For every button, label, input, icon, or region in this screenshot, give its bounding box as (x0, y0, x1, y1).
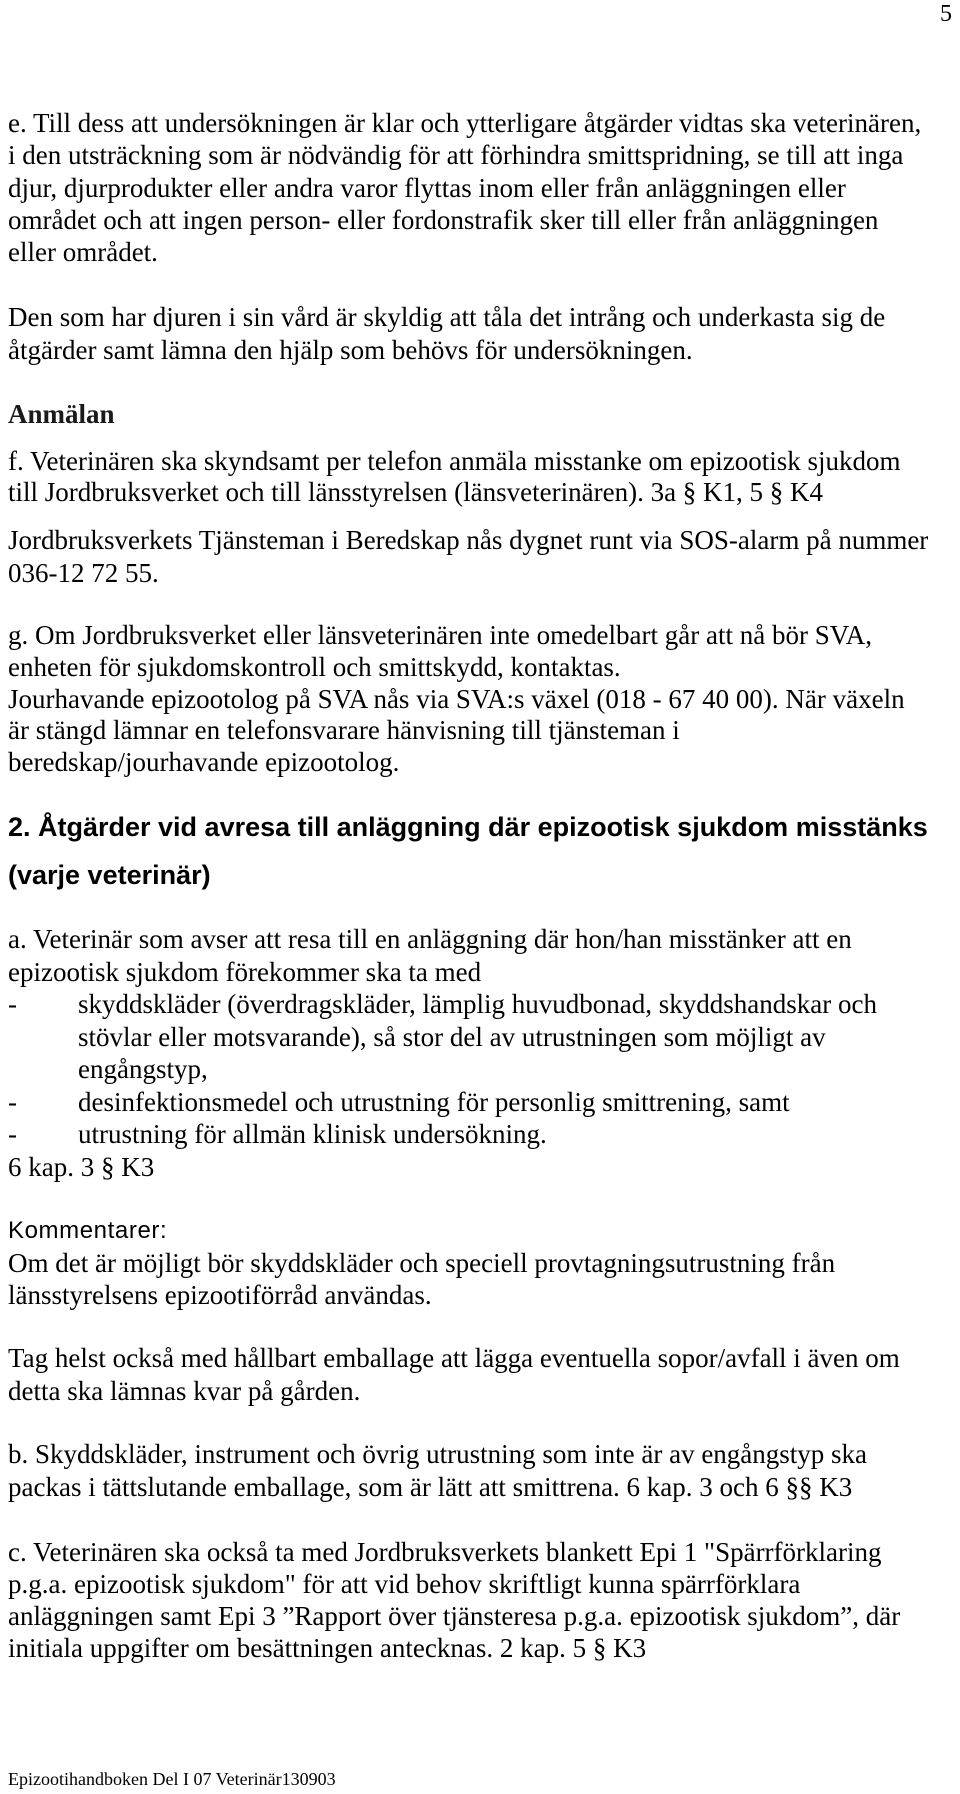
paragraph-g (8, 620, 956, 779)
list-dash: - (8, 1119, 17, 1149)
comments-section (8, 1215, 956, 1311)
paragraph-line: epizootisk sjukdom förekommer ska ta med (8, 956, 482, 987)
paragraph-line: är stängd lämnar en telefonsvarare hänvisning till tjänsteman i (8, 715, 680, 746)
paragraph-line: b. Skyddskläder, instrument och övrig utrustning som inte är av engångstyp ska (8, 1439, 868, 1469)
paragraph-line: e. Till dess att undersökningen är klar och ytterligare åtgärder vidtas ska veterinären, (8, 108, 922, 138)
paragraph-line: Jordbruksverkets Tjänsteman i Beredskap nås dygnet runt via SOS-alarm på nummer (8, 525, 929, 555)
paragraph-on-call-contact (8, 524, 956, 590)
paragraph-f (8, 446, 956, 508)
paragraph-line: eller området. (8, 237, 158, 268)
paragraph-line: c. Veterinären ska också ta med Jordbruksverkets blankett Epi 1 "Spärrförklaring (8, 1537, 882, 1567)
paragraph-line: Tag helst också med hållbart emballage att lägga eventuella sopor/avfall i även om (8, 1343, 900, 1373)
list-item (8, 1118, 956, 1151)
paragraph-line: a. Veterinär som avser att resa till en anläggning där hon/han misstänker att en (8, 924, 852, 954)
paragraph-line: i den utsträckning som är nödvändig för att förhindra smittspridning, se till att inga (8, 140, 904, 171)
legal-reference: 6 kap. 3 § K3 (8, 1151, 155, 1182)
paragraph-line: området och att ingen person- eller fordonstrafik sker till eller från anläggningen (8, 204, 879, 235)
list-item-text: engångstyp, (78, 1054, 208, 1084)
paragraph-line: enheten för sjukdomskontroll och smittskydd, kontaktas. (8, 651, 621, 682)
list-item (8, 1086, 956, 1119)
list-dash: - (8, 1086, 17, 1117)
list-dash: - (8, 989, 17, 1019)
paragraph-line: anläggningen samt Epi 3 ”Rapport över tjänsteresa p.g.a. epizootisk sjukdom”, där (8, 1601, 901, 1631)
paragraph-line: detta ska lämnas kvar på gården. (8, 1376, 361, 1406)
paragraph-line: Den som har djuren i sin vård är skyldig att tåla det intrång och underkasta sig de (8, 302, 886, 332)
paragraph-line: g. Om Jordbruksverket eller länsveterinären inte omedelbart går att nå bör SVA, (8, 620, 872, 650)
list-item-continuation (8, 1053, 956, 1086)
list-item-text: utrustning för allmän klinisk undersökning. (78, 1119, 547, 1149)
paragraph-line: packas i tättslutande emballage, som är lätt att smittrena. 6 kap. 3 och 6 §§ K3 (8, 1472, 853, 1502)
paragraph-line: djur, djurprodukter eller andra varor flyttas inom eller från anläggningen eller (8, 172, 846, 203)
paragraph-line: Om det är möjligt bör skyddskläder och speciell provtagningsutrustning från (8, 1248, 836, 1278)
paragraph-line: Jourhavande epizootolog på SVA nås via SVA:s växel (018 - 67 40 00). När växeln (8, 683, 905, 714)
section-title: 2. Åtgärder vid avresa till anläggning där epizootisk sjukdom misstänks (8, 812, 928, 842)
paragraph-line: åtgärder samt lämna den hjälp som behövs för undersökningen. (8, 335, 693, 365)
paragraph-packaging-advice (8, 1342, 956, 1408)
section-2-heading (8, 803, 956, 899)
paragraph-line: 036-12 72 55. (8, 558, 159, 588)
paragraph-line: p.g.a. epizootisk sjukdom" för att vid behov skriftligt kunna spärrförklara (8, 1569, 801, 1599)
equipment-list (8, 988, 956, 1151)
list-item-text: stövlar eller motsvarande), så stor del av utrustningen som möjligt av (78, 1021, 826, 1052)
section-subtitle: (varje veterinär) (8, 860, 211, 890)
list-item-text: skyddskläder (överdragskläder, lämplig huvudbonad, skyddshandskar och (78, 989, 877, 1019)
paragraph-a (8, 923, 956, 1183)
subheading-anmalan: Anmälan (8, 399, 115, 429)
list-item-continuation (8, 1021, 956, 1054)
comments-label: Kommentarer: (8, 1217, 168, 1244)
paragraph-e (8, 107, 956, 268)
paragraph-b (8, 1438, 956, 1504)
paragraph-line: f. Veterinären ska skyndsamt per telefon anmäla misstanke om epizootisk sjukdom (8, 446, 901, 476)
paragraph-line: länsstyrelsens epizootiförråd användas. (8, 1280, 432, 1310)
paragraph-c (8, 1536, 956, 1664)
paragraph-line: initiala uppgifter om besättningen antecknas. 2 kap. 5 § K3 (8, 1633, 647, 1663)
paragraph-line: beredskap/jourhavande epizootolog. (8, 747, 400, 778)
list-item-text: desinfektionsmedel och utrustning för personlig smittrening, samt (78, 1086, 790, 1117)
page-number: 5 (940, 1, 952, 27)
list-item (8, 988, 956, 1021)
page-footer: Epizootihandboken Del I 07 Veterinär130903 (8, 1769, 336, 1789)
paragraph-line: till Jordbruksverket och till länsstyrelsen (länsveterinären). 3a § K1, 5 § K4 (8, 477, 824, 507)
paragraph-obligation (8, 301, 956, 367)
